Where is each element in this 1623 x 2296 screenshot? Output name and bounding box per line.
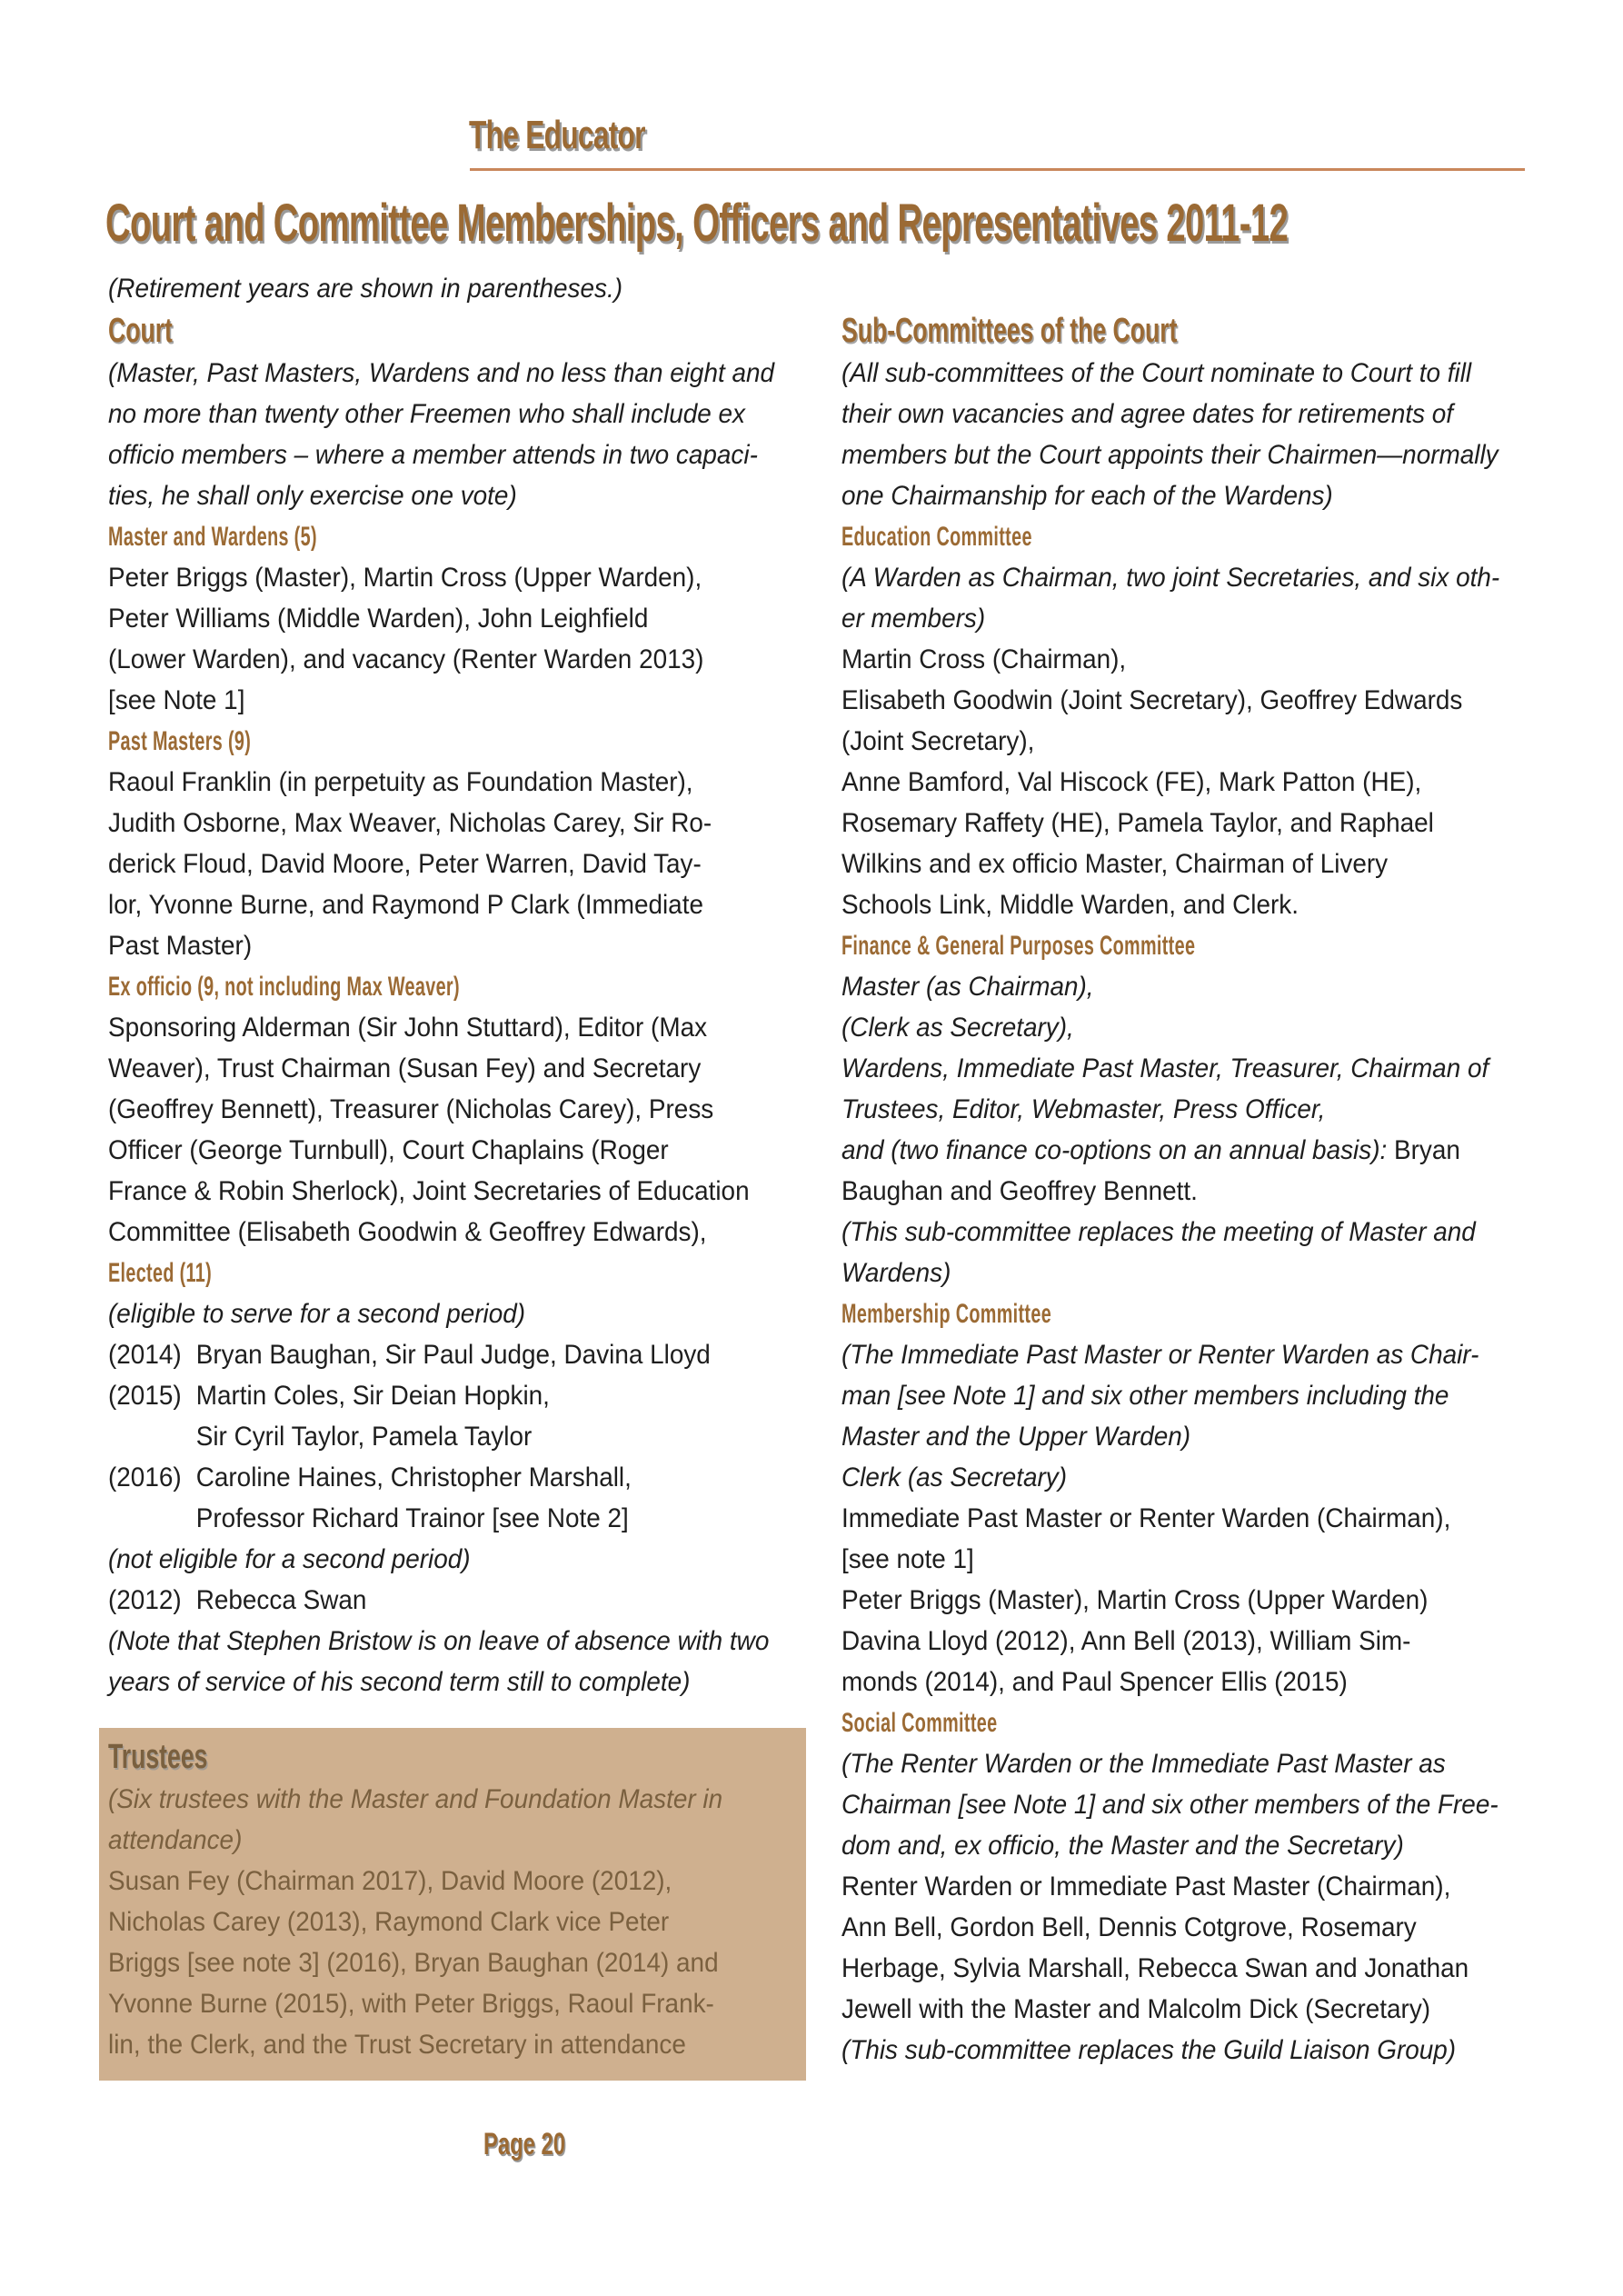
- elected-row: [108, 1375, 759, 1416]
- court-description-line: officio members – where a member attends in two capaci-: [108, 440, 758, 470]
- membership-line: Davina Lloyd (2012), Ann Bell (2013), William Sim-: [841, 1626, 1411, 1656]
- social-description-line: (The Renter Warden or the Immediate Past Master as: [841, 1749, 1446, 1779]
- social-line: Jewell with the Master and Malcolm Dick (Secretary): [841, 1994, 1431, 2024]
- master-wardens-line: (Lower Warden), and vacancy (Renter Warden 2013): [108, 644, 704, 674]
- sub-committees-description-line: (All sub-committees of the Court nominate to Court to fill: [841, 358, 1472, 388]
- left-column: [108, 268, 808, 1702]
- membership-description-line: (The Immediate Past Master or Renter Warden as Chair-: [841, 1340, 1479, 1370]
- finance-line: Master (as Chairman),: [841, 972, 1094, 1002]
- ex-officio-line: France & Robin Sherlock), Joint Secretaries of Education: [108, 1176, 750, 1206]
- master-wardens-line: Peter Briggs (Master), Martin Cross (Upper Warden),: [108, 563, 702, 593]
- social-line: Ann Bell, Gordon Bell, Dennis Cotgrove, Rosemary: [841, 1912, 1417, 1942]
- right-column: [841, 309, 1532, 2071]
- elected-row: [108, 1457, 759, 1498]
- education-line: Rosemary Raffety (HE), Pamela Taylor, and Raphael: [841, 808, 1434, 838]
- past-masters-list: [108, 762, 808, 966]
- social-note: (This sub-committee replaces the Guild Liaison Group): [841, 2035, 1457, 2065]
- membership-description-line: man [see Note 1] and six other members including the: [841, 1381, 1449, 1411]
- past-masters-line: lor, Yvonne Burne, and Raymond P Clark (Immediate: [108, 890, 703, 920]
- trustees-description-line: (Six trustees with the Master and Foundation Master in: [108, 1784, 723, 1814]
- elected-names-cont: Sir Cyril Taylor, Pamela Taylor: [195, 1422, 533, 1452]
- social-heading: Social Committee: [841, 1708, 998, 1738]
- past-masters-line: Judith Osborne, Max Weaver, Nicholas Carey, Sir Ro-: [108, 808, 712, 838]
- trustees-line: lin, the Clerk, and the Trust Secretary in attendance: [108, 2030, 686, 2060]
- past-masters-heading: Past Masters (9): [108, 726, 252, 756]
- elected-names: Rebecca Swan: [195, 1585, 367, 1615]
- ex-officio-line: Weaver), Trust Chairman (Susan Fey) and Secretary: [108, 1053, 702, 1083]
- membership-heading: Membership Committee: [841, 1299, 1052, 1329]
- education-line: Martin Cross (Chairman),: [841, 644, 1127, 674]
- elected-year: (2016): [108, 1462, 182, 1492]
- education-line: Schools Link, Middle Warden, and Clerk.: [841, 890, 1299, 920]
- leave-note-line: (Note that Stephen Bristow is on leave of absence with two: [108, 1626, 770, 1656]
- court-description-line: no more than twenty other Freemen who shall include ex: [108, 399, 745, 429]
- court-description-line: ties, he shall only exercise one vote): [108, 481, 517, 511]
- social-description-line: dom and, ex officio, the Master and the Secretary): [841, 1831, 1404, 1861]
- finance-line: Trustees, Editor, Webmaster, Press Officer,: [841, 1094, 1326, 1124]
- social-description-line: Chairman [see Note 1] and six other members of the Free-: [841, 1790, 1499, 1820]
- past-masters-line: derick Floud, David Moore, Peter Warren, David Tay-: [108, 849, 702, 879]
- ex-officio-line: (Geoffrey Bennett), Treasurer (Nicholas Carey), Press: [108, 1094, 714, 1124]
- ex-officio-heading: Ex officio (9, not including Max Weaver): [108, 972, 460, 1002]
- membership-line: [see note 1]: [841, 1544, 974, 1574]
- elected-names-cont: Professor Richard Trainor [see Note 2]: [195, 1503, 629, 1533]
- finance-cooption-label: and (two finance co-options on an annual basis):: [841, 1135, 1388, 1165]
- membership-line: Peter Briggs (Master), Martin Cross (Upper Warden): [841, 1585, 1429, 1615]
- court-heading: Court: [108, 312, 173, 350]
- elected-heading: Elected (11): [108, 1258, 213, 1288]
- finance-cooption-cont: Baughan and Geoffrey Bennett.: [841, 1176, 1198, 1206]
- trustees-heading: Trustees: [108, 1738, 208, 1776]
- elected-year: (2012): [108, 1585, 182, 1615]
- header-rule: [470, 168, 1525, 171]
- trustees-description-line: attendance): [108, 1825, 243, 1855]
- membership-line: monds (2014), and Paul Spencer Ellis (2015): [841, 1667, 1348, 1697]
- leave-note-line: years of service of his second term still to complete): [108, 1667, 691, 1697]
- master-wardens-heading: Master and Wardens (5): [108, 522, 317, 552]
- ex-officio-line: Committee (Elisabeth Goodwin & Geoffrey Edwards),: [108, 1217, 707, 1247]
- education-line: Anne Bamford, Val Hiscock (FE), Mark Patton (HE),: [841, 767, 1422, 797]
- eligible-note: (eligible to serve for a second period): [108, 1299, 526, 1329]
- past-masters-line: Past Master): [108, 931, 253, 961]
- page-number: Page 20: [483, 2127, 565, 2161]
- court-description-line: (Master, Past Masters, Wardens and no less than eight and: [108, 358, 775, 388]
- social-line: Renter Warden or Immediate Past Master (Chairman),: [841, 1872, 1451, 1902]
- elected-year: (2015): [108, 1381, 182, 1411]
- education-description-line: (A Warden as Chairman, two joint Secretaries, and six oth-: [841, 563, 1500, 593]
- court-description: [108, 353, 808, 516]
- elected-names: Martin Coles, Sir Deian Hopkin,: [195, 1381, 550, 1411]
- master-wardens-line: [see Note 1]: [108, 685, 245, 715]
- not-eligible-note: (not eligible for a second period): [108, 1544, 471, 1574]
- sub-committees-description-line: one Chairmanship for each of the Wardens): [841, 481, 1333, 511]
- past-masters-line: Raoul Franklin (in perpetuity as Foundation Master),: [108, 767, 693, 797]
- education-heading: Education Committee: [841, 522, 1032, 552]
- membership-line: Immediate Past Master or Renter Warden (Chairman),: [841, 1503, 1451, 1533]
- sub-committees-description-line: members but the Court appoints their Chairmen—normally: [841, 440, 1499, 470]
- page-title: Court and Committee Memberships, Officers and Representatives 2011-12: [105, 194, 1289, 253]
- finance-cooption-line: [841, 1130, 1484, 1171]
- trustees-line: Susan Fey (Chairman 2017), David Moore (2012),: [108, 1866, 672, 1896]
- trustees-line: Nicholas Carey (2013), Raymond Clark vice Peter: [108, 1907, 670, 1937]
- retirement-note: (Retirement years are shown in parentheses.): [108, 274, 623, 304]
- finance-cooption-names: Bryan: [1387, 1135, 1460, 1165]
- membership-description-line: Master and the Upper Warden): [841, 1422, 1191, 1452]
- elected-names: Bryan Baughan, Sir Paul Judge, Davina Lloyd: [195, 1340, 711, 1370]
- ex-officio-list: [108, 1007, 808, 1253]
- publication-name: The Educator: [469, 113, 645, 157]
- master-wardens-line: Peter Williams (Middle Warden), John Leighfield: [108, 604, 649, 634]
- master-wardens-list: [108, 557, 808, 721]
- sub-committees-description-line: their own vacancies and agree dates for retirements of: [841, 399, 1454, 429]
- elected-row: [108, 1580, 759, 1621]
- elected-year: (2014): [108, 1340, 182, 1370]
- social-line: Herbage, Sylvia Marshall, Rebecca Swan and Jonathan: [841, 1953, 1469, 1983]
- finance-note-line: (This sub-committee replaces the meeting of Master and: [841, 1217, 1476, 1247]
- ex-officio-line: Officer (George Turnbull), Court Chaplains (Roger: [108, 1135, 669, 1165]
- elected-row: [108, 1334, 759, 1375]
- trustees-line: Briggs [see note 3] (2016), Bryan Baughan (2014) and: [108, 1948, 719, 1978]
- education-line: Wilkins and ex officio Master, Chairman of Livery: [841, 849, 1389, 879]
- trustees-box: [99, 1728, 806, 2081]
- finance-line: Wardens, Immediate Past Master, Treasurer, Chairman of: [841, 1053, 1489, 1083]
- education-description-line: er members): [841, 604, 986, 634]
- finance-note-line: Wardens): [841, 1258, 951, 1288]
- finance-heading: Finance & General Purposes Committee: [841, 931, 1196, 961]
- sub-committees-heading: Sub-Committees of the Court: [841, 312, 1178, 350]
- trustees-line: Yvonne Burne (2015), with Peter Briggs, Raoul Frank-: [108, 1989, 714, 2019]
- education-line: (Joint Secretary),: [841, 726, 1035, 756]
- membership-description-line: Clerk (as Secretary): [841, 1462, 1068, 1492]
- education-line: Elisabeth Goodwin (Joint Secretary), Geoffrey Edwards: [841, 685, 1463, 715]
- ex-officio-line: Sponsoring Alderman (Sir John Stuttard), Editor (Max: [108, 1013, 708, 1043]
- elected-eligible-list: [108, 1334, 808, 1539]
- finance-line: (Clerk as Secretary),: [841, 1013, 1074, 1043]
- elected-names: Caroline Haines, Christopher Marshall,: [195, 1462, 632, 1492]
